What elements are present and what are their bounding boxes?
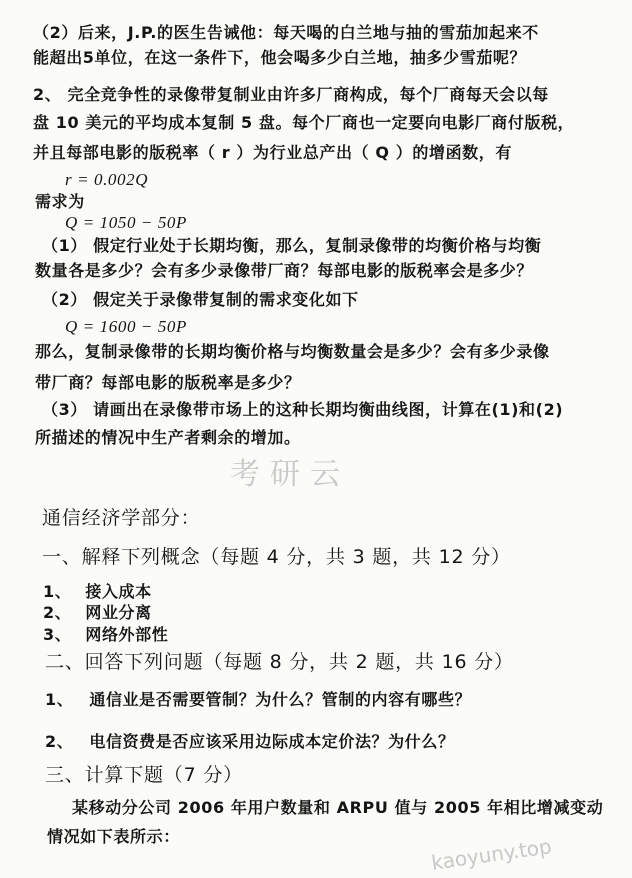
equation: Q = 1050 − 50P: [65, 213, 188, 232]
list-item: [43, 625, 168, 645]
question-text: 2、 完全竞争性的录像带复制业由许多厂商构成，每个厂商每天会以每: [33, 85, 549, 104]
question-text: 某移动分公司 2006 年用户数量和 ARPU 值与 2005 年相比增减变动: [72, 798, 604, 817]
item-text: 接入成本: [85, 582, 152, 601]
question-text: （3） 请画出在录像带市场上的这种长期均衡曲线图，计算在(1)和(2): [42, 400, 564, 419]
item-number: 1、: [43, 582, 72, 601]
question-text: 能超出5单位，在这一条件下，他会喝多少白兰地，抽多少雪茄呢？: [33, 48, 527, 67]
question-text: （1） 假定行业处于长期均衡，那么，复制录像带的均衡价格与均衡: [42, 236, 542, 255]
item-number: 2、: [45, 732, 74, 751]
item-text: 电信资费是否应该采用边际成本定价法？为什么？: [89, 732, 455, 751]
item-number: 3、: [43, 625, 72, 644]
list-item: [43, 582, 152, 602]
watermark-url: kaoyuny.top: [429, 834, 554, 875]
section-heading: 三、计算下题（7 分）: [45, 764, 243, 786]
item-number: 1、: [45, 690, 74, 709]
question-text: 需求为: [35, 192, 85, 211]
section-heading: 二、回答下列问题（每题 8 分，共 2 题，共 16 分）: [45, 651, 514, 673]
question-text: 所描述的情况中生产者剩余的增加。: [35, 428, 301, 447]
equation: Q = 1600 − 50P: [65, 317, 188, 336]
list-item: [45, 732, 455, 752]
question-text: 数量各是多少？会有多少录像带厂商？每部电影的版税率会是多少？: [35, 261, 534, 280]
question-text: （2）后来，J.P.的医生告诫他：每天喝的白兰地与抽的雪茄加起来不: [33, 23, 539, 42]
question-text: 并且每部电影的版税率（ r ）为行业总产出（ Q ）的增函数，有: [33, 143, 512, 162]
item-text: 通信业是否需要管制？为什么？管制的内容有哪些？: [89, 690, 472, 709]
section-heading: 一、解释下列概念（每题 4 分，共 3 题，共 12 分）: [42, 546, 511, 568]
item-text: 网业分离: [85, 603, 152, 622]
section-heading: 通信经济学部分：: [42, 507, 201, 529]
question-text: 情况如下表所示：: [47, 827, 180, 846]
list-item: [45, 690, 471, 710]
question-text: 那么，复制录像带的长期均衡价格与均衡数量会是多少？会有多少录像: [35, 342, 550, 361]
item-text: 网络外部性: [85, 625, 169, 644]
item-number: 2、: [43, 603, 72, 622]
list-item: [43, 603, 152, 623]
question-text: 带厂商？每部电影的版税率是多少？: [35, 373, 301, 392]
equation: r = 0.002Q: [65, 170, 149, 189]
watermark-logo: 考研云: [230, 457, 350, 492]
question-text: 盘 10 美元的平均成本复制 5 盘。每个厂商也一定要向电影厂商付版税，: [33, 113, 575, 132]
question-text: （2） 假定关于录像带复制的需求变化如下: [42, 290, 359, 309]
